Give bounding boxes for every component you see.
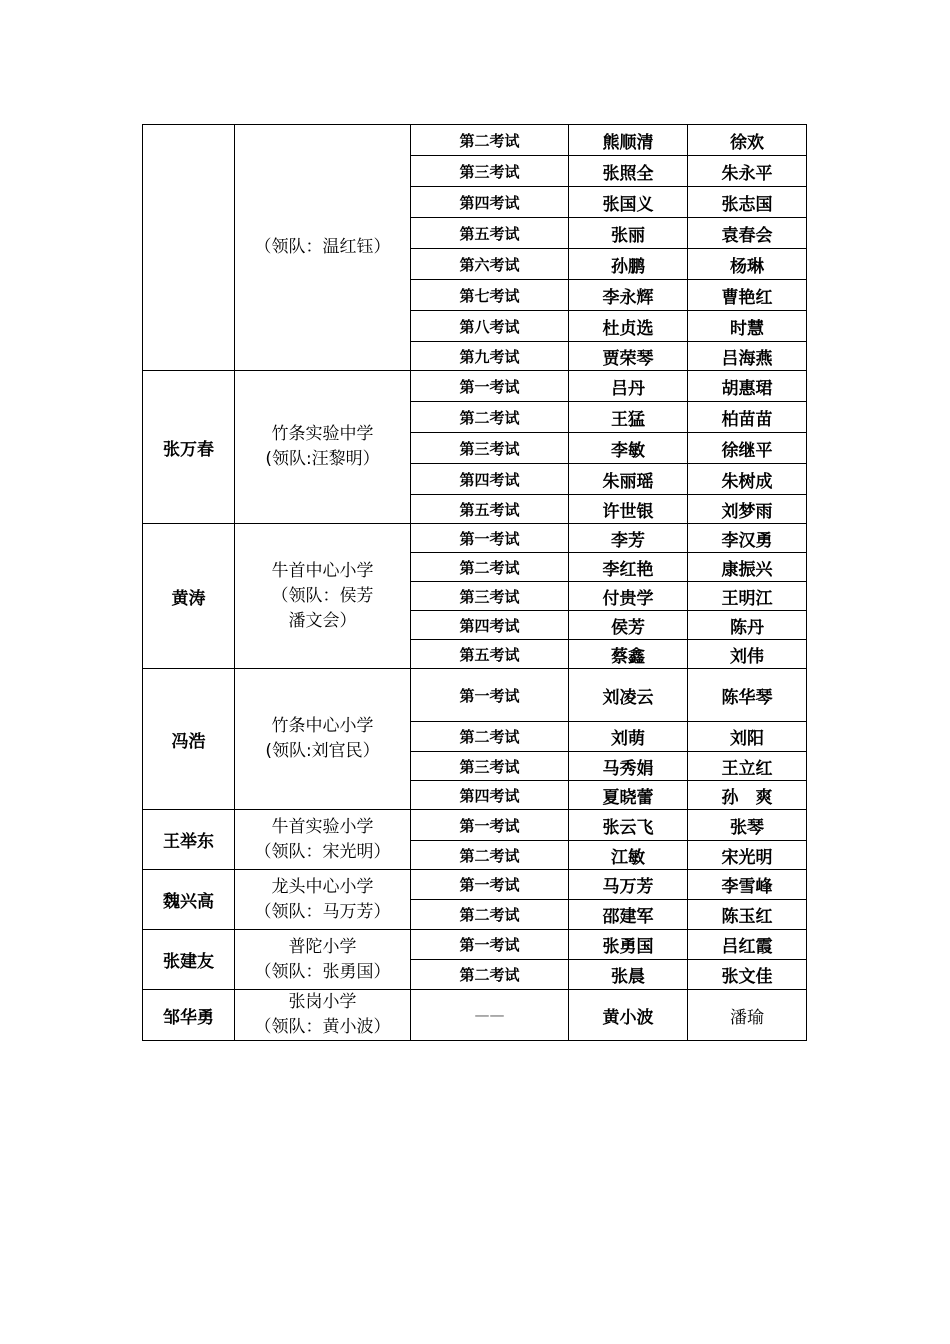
proctor-one-cell: 张国义 bbox=[569, 187, 688, 218]
exam-room-cell: 第四考试 bbox=[411, 187, 569, 218]
table-row bbox=[143, 930, 807, 960]
proctor-one-cell: 刘凌云 bbox=[569, 669, 688, 722]
proctor-two-cell: 吕红霞 bbox=[688, 930, 807, 960]
table-row bbox=[143, 810, 807, 841]
supervisor-name-cell: 张建友 bbox=[143, 930, 235, 990]
school-cell bbox=[235, 990, 411, 1041]
proctor-two-cell: 刘伟 bbox=[688, 640, 807, 669]
table-row bbox=[143, 125, 807, 156]
proctor-one-cell: 熊顺清 bbox=[569, 125, 688, 156]
school-line: 牛首中心小学 bbox=[271, 560, 374, 581]
exam-room-cell: 第二考试 bbox=[411, 900, 569, 930]
exam-room-cell: 第二考试 bbox=[411, 722, 569, 752]
table-row bbox=[143, 990, 807, 1041]
exam-room-cell: 第一考试 bbox=[411, 930, 569, 960]
proctor-one-cell: 夏晓蕾 bbox=[569, 781, 688, 810]
proctor-one-cell: 邵建军 bbox=[569, 900, 688, 930]
school-cell bbox=[235, 524, 411, 669]
proctor-two-cell: 徐欢 bbox=[688, 125, 807, 156]
proctor-one-cell: 杜贞选 bbox=[569, 311, 688, 342]
exam-assignment-table-wrapper bbox=[142, 124, 807, 1041]
proctor-one-cell: 黄小波 bbox=[569, 990, 688, 1041]
school-line: （领队：宋光明） bbox=[254, 841, 391, 862]
exam-room-cell: 第二考试 bbox=[411, 125, 569, 156]
school-line: （领队：黄小波） bbox=[254, 1017, 391, 1037]
proctor-two-cell: 曹艳红 bbox=[688, 280, 807, 311]
proctor-two-cell: 康振兴 bbox=[688, 553, 807, 582]
proctor-two-cell: 朱树成 bbox=[688, 464, 807, 495]
proctor-one-cell: 孙鹏 bbox=[569, 249, 688, 280]
proctor-one-cell: 李永辉 bbox=[569, 280, 688, 311]
proctor-one-cell: 张晨 bbox=[569, 960, 688, 990]
proctor-two-cell: 杨琳 bbox=[688, 249, 807, 280]
proctor-one-cell: 刘萌 bbox=[569, 722, 688, 752]
proctor-one-cell: 江敏 bbox=[569, 841, 688, 870]
proctor-one-cell: 马秀娟 bbox=[569, 752, 688, 781]
proctor-two-cell: 时慧 bbox=[688, 311, 807, 342]
exam-room-cell: 第五考试 bbox=[411, 218, 569, 249]
table-row bbox=[143, 371, 807, 402]
proctor-one-cell: 吕丹 bbox=[569, 371, 688, 402]
proctor-two-cell: 张琴 bbox=[688, 810, 807, 841]
exam-room-cell: 第一考试 bbox=[411, 870, 569, 900]
proctor-two-cell: 徐继平 bbox=[688, 433, 807, 464]
school-line: 张岗小学 bbox=[288, 992, 357, 1012]
school-line: 竹条实验中学 bbox=[271, 424, 374, 444]
proctor-two-cell: 张文佳 bbox=[688, 960, 807, 990]
school-line: 龙头中心小学 bbox=[271, 876, 374, 897]
school-cell bbox=[235, 371, 411, 524]
supervisor-name-cell: 黄涛 bbox=[143, 524, 235, 669]
proctor-one-cell: 许世银 bbox=[569, 495, 688, 524]
exam-room-cell: 第四考试 bbox=[411, 611, 569, 640]
exam-room-cell: 第九考试 bbox=[411, 342, 569, 371]
exam-room-cell: 第三考试 bbox=[411, 433, 569, 464]
school-line: （领队：侯芳 bbox=[271, 585, 374, 606]
exam-room-cell: 第四考试 bbox=[411, 464, 569, 495]
proctor-one-cell: 张丽 bbox=[569, 218, 688, 249]
proctor-one-cell: 王猛 bbox=[569, 402, 688, 433]
supervisor-name-cell bbox=[143, 125, 235, 371]
school-line: （领队：温红钰） bbox=[254, 237, 391, 257]
proctor-one-cell: 付贵学 bbox=[569, 582, 688, 611]
proctor-two-cell: 柏苗苗 bbox=[688, 402, 807, 433]
exam-room-cell: 第六考试 bbox=[411, 249, 569, 280]
school-cell bbox=[235, 810, 411, 870]
school-line: （领队：马万芳） bbox=[254, 901, 391, 922]
exam-room-cell: 第一考试 bbox=[411, 371, 569, 402]
proctor-two-cell: 李雪峰 bbox=[688, 870, 807, 900]
supervisor-name-cell: 邹华勇 bbox=[143, 990, 235, 1041]
proctor-two-cell: 朱永平 bbox=[688, 156, 807, 187]
supervisor-name-cell: 冯浩 bbox=[143, 669, 235, 810]
exam-room-cell: 第三考试 bbox=[411, 582, 569, 611]
proctor-two-cell: 陈华琴 bbox=[688, 669, 807, 722]
exam-room-cell: 第七考试 bbox=[411, 280, 569, 311]
exam-assignment-table bbox=[142, 124, 807, 1041]
school-line: (领队:汪黎明） bbox=[265, 449, 380, 469]
proctor-two-cell: 吕海燕 bbox=[688, 342, 807, 371]
proctor-two-cell: 张志国 bbox=[688, 187, 807, 218]
exam-room-cell: 第二考试 bbox=[411, 841, 569, 870]
proctor-one-cell: 侯芳 bbox=[569, 611, 688, 640]
table-row bbox=[143, 870, 807, 900]
school-line: （领队：张勇国） bbox=[254, 961, 391, 982]
school-line: 竹条中心小学 bbox=[271, 716, 374, 736]
proctor-two-cell: 孙 爽 bbox=[688, 781, 807, 810]
exam-room-cell: 第二考试 bbox=[411, 402, 569, 433]
exam-room-cell: 第一考试 bbox=[411, 669, 569, 722]
exam-room-cell: 第四考试 bbox=[411, 781, 569, 810]
exam-room-cell: 第一考试 bbox=[411, 810, 569, 841]
proctor-two-cell: 宋光明 bbox=[688, 841, 807, 870]
proctor-two-cell: 王立红 bbox=[688, 752, 807, 781]
proctor-two-cell: 袁春会 bbox=[688, 218, 807, 249]
exam-room-cell: 第五考试 bbox=[411, 640, 569, 669]
proctor-one-cell: 蔡鑫 bbox=[569, 640, 688, 669]
exam-room-cell: 第一考试 bbox=[411, 524, 569, 553]
school-cell bbox=[235, 870, 411, 930]
supervisor-name-cell: 张万春 bbox=[143, 371, 235, 524]
proctor-one-cell: 张勇国 bbox=[569, 930, 688, 960]
proctor-two-cell: 陈丹 bbox=[688, 611, 807, 640]
table-row bbox=[143, 524, 807, 553]
school-line: 潘文会） bbox=[288, 610, 357, 631]
proctor-one-cell: 李芳 bbox=[569, 524, 688, 553]
supervisor-name-cell: 魏兴高 bbox=[143, 870, 235, 930]
proctor-two-cell: 陈玉红 bbox=[688, 900, 807, 930]
exam-room-cell: 第三考试 bbox=[411, 752, 569, 781]
proctor-two-cell: 王明江 bbox=[688, 582, 807, 611]
proctor-two-cell: 李汉勇 bbox=[688, 524, 807, 553]
school-cell bbox=[235, 125, 411, 371]
supervisor-name-cell: 王举东 bbox=[143, 810, 235, 870]
school-cell bbox=[235, 669, 411, 810]
school-line: 普陀小学 bbox=[288, 936, 357, 957]
exam-room-cell: 第五考试 bbox=[411, 495, 569, 524]
exam-room-cell: —— bbox=[411, 990, 569, 1041]
proctor-one-cell: 马万芳 bbox=[569, 870, 688, 900]
proctor-one-cell: 李敏 bbox=[569, 433, 688, 464]
proctor-two-cell: 刘梦雨 bbox=[688, 495, 807, 524]
exam-room-cell: 第二考试 bbox=[411, 960, 569, 990]
proctor-two-cell: 胡惠珺 bbox=[688, 371, 807, 402]
exam-room-cell: 第二考试 bbox=[411, 553, 569, 582]
school-line: 牛首实验小学 bbox=[271, 816, 374, 837]
school-cell bbox=[235, 930, 411, 990]
exam-room-cell: 第八考试 bbox=[411, 311, 569, 342]
proctor-one-cell: 李红艳 bbox=[569, 553, 688, 582]
proctor-two-cell: 潘瑜 bbox=[688, 990, 807, 1041]
proctor-one-cell: 张云飞 bbox=[569, 810, 688, 841]
proctor-one-cell: 朱丽瑶 bbox=[569, 464, 688, 495]
proctor-two-cell: 刘阳 bbox=[688, 722, 807, 752]
proctor-one-cell: 贾荣琴 bbox=[569, 342, 688, 371]
proctor-one-cell: 张照全 bbox=[569, 156, 688, 187]
school-line: (领队:刘官民） bbox=[265, 741, 380, 761]
table-row bbox=[143, 669, 807, 722]
exam-room-cell: 第三考试 bbox=[411, 156, 569, 187]
